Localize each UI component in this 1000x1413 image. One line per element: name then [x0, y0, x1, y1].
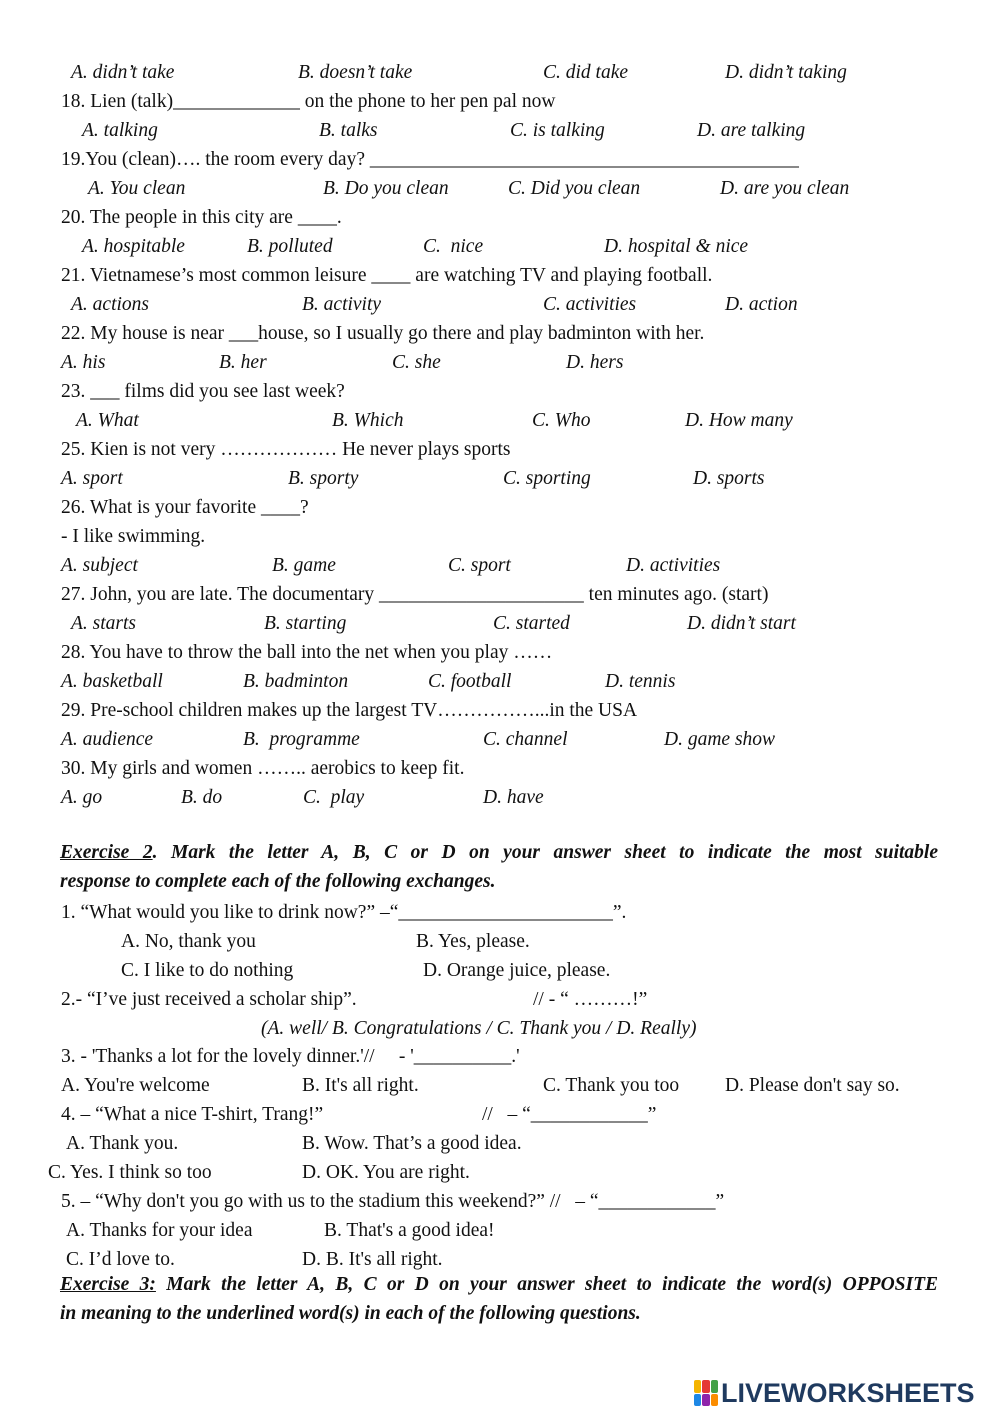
answer-option: C. she [392, 352, 441, 373]
answer-option: D. didn’t taking [725, 62, 847, 83]
answer-option: D. Orange juice, please. [423, 960, 611, 981]
question-text: 29. Pre-school children makes up the largest TV……………...in the USA [61, 700, 638, 721]
answer-option: B. sporty [288, 468, 359, 489]
liveworksheets-logo-icon [694, 1380, 718, 1406]
answer-option: B. doesn’t take [298, 62, 413, 83]
answer-option: D. tennis [605, 671, 676, 692]
question-text: 28. You have to throw the ball into the net when you play …… [61, 642, 553, 663]
answer-option: B. game [272, 555, 336, 576]
answer-option: A. You clean [88, 178, 186, 199]
answer-option: A. starts [71, 613, 137, 634]
answer-option: C. play [303, 787, 365, 808]
question-text: 22. My house is near ___house, so I usually go there and play badminton with her. [61, 323, 705, 344]
answer-option: A. Thank you. [66, 1133, 179, 1154]
answer-option: A. actions [71, 294, 149, 315]
question-text: 23. ___ films did you see last week? [61, 381, 345, 402]
answer-option: A. his [61, 352, 106, 373]
answer-option: C. I like to do nothing [121, 960, 294, 981]
liveworksheets-logo [694, 1376, 975, 1410]
exercise-3-text-line1: Mark the letter A, B, C or D on your answer sheet to indicate the word(s) OPPOSITE [155, 1274, 938, 1295]
answer-option: C. nice [423, 236, 484, 257]
answer-option: C. Did you clean [508, 178, 641, 199]
answer-option: D. Please don't say so. [725, 1075, 900, 1096]
question-text: 19.You (clean)…. the room every day? ____________________________________________ [61, 149, 799, 170]
answer-option: B. talks [319, 120, 378, 141]
answer-option: A. You're welcome [61, 1075, 210, 1096]
answer-option: B. do [181, 787, 223, 808]
answer-option: B. her [219, 352, 267, 373]
question-text: 26. What is your favorite ____? [61, 497, 309, 518]
question-text: 20. The people in this city are ____. [61, 207, 342, 228]
question-text: - I like swimming. [61, 526, 206, 547]
question-text: 5. – “Why don't you go with us to the stadium this weekend?” // – “____________” [61, 1191, 725, 1212]
answer-option: D. B. It's all right. [302, 1249, 443, 1270]
answer-option: B. That's a good idea! [324, 1220, 495, 1241]
question-text: 25. Kien is not very ……………… He never plays sports [61, 439, 511, 460]
answer-option: D. game show [664, 729, 776, 750]
answer-option: A. audience [61, 729, 154, 750]
answer-option: D. didn’t start [687, 613, 796, 634]
exercise-2-label: Exercise 2 [60, 842, 153, 863]
answer-option: A. didn’t take [71, 62, 175, 83]
answer-option: A. go [61, 787, 103, 808]
answer-option: B. Wow. That’s a good idea. [302, 1133, 522, 1154]
answer-option: A. subject [61, 555, 138, 576]
answer-option: A. hospitable [82, 236, 185, 257]
answer-option: C. did take [543, 62, 629, 83]
answer-option: A. What [76, 410, 139, 431]
question-text: 1. “What would you like to drink now?” –“______________________”. [61, 902, 627, 923]
exercise-2-text-line2: response to complete each of the following exchanges. [60, 871, 496, 892]
exercise-2-instructions [60, 838, 938, 896]
answer-option: B. Do you clean [323, 178, 449, 199]
answer-option: D. sports [693, 468, 765, 489]
answer-option: D. action [725, 294, 798, 315]
question-text: // - “ ………!” [533, 989, 648, 1010]
answer-option: C. Thank you too [543, 1075, 680, 1096]
question-text: 21. Vietnamese’s most common leisure ____ are watching TV and playing football. [61, 265, 713, 286]
answer-option: B. activity [302, 294, 382, 315]
answer-option: C. activities [543, 294, 637, 315]
answer-option: A. talking [82, 120, 158, 141]
answer-option: B. programme [243, 729, 360, 750]
answer-option: B. polluted [247, 236, 333, 257]
answer-option: B. Which [332, 410, 404, 431]
answer-option: A. basketball [61, 671, 163, 692]
answer-option: D. are talking [697, 120, 806, 141]
answer-option: B. starting [264, 613, 347, 634]
answer-option: D. activities [626, 555, 721, 576]
exercise-2-text-line1: . Mark the letter A, B, C or D on your answer sheet to indicate the most suitable [152, 842, 938, 863]
answer-option: B. Yes, please. [416, 931, 530, 952]
answer-option: A. No, thank you [121, 931, 256, 952]
answer-option: B. badminton [243, 671, 349, 692]
answer-option: A. sport [61, 468, 123, 489]
answer-option: D. are you clean [720, 178, 850, 199]
question-text: 2.- “I’ve just received a scholar ship”. [61, 989, 357, 1010]
exercise-3-text-line2: in meaning to the underlined word(s) in each of the following questions. [60, 1303, 641, 1324]
answer-option: C. sporting [503, 468, 591, 489]
answer-option: D. OK. You are right. [302, 1162, 470, 1183]
question-text: 30. My girls and women …….. aerobics to keep fit. [61, 758, 465, 779]
answer-option: B. It's all right. [302, 1075, 419, 1096]
answer-option: D. How many [685, 410, 793, 431]
answer-option: C. I’d love to. [66, 1249, 175, 1270]
answer-option: C. channel [483, 729, 568, 750]
answer-option: C. is talking [510, 120, 605, 141]
answer-option: D. hers [566, 352, 624, 373]
logo-text: LIVEWORKSHEETS [721, 1377, 975, 1408]
answer-option: C. Who [532, 410, 591, 431]
answer-option: C. started [493, 613, 570, 634]
answer-option: C. Yes. I think so too [48, 1162, 212, 1183]
answer-option: C. sport [448, 555, 511, 576]
answer-option: C. football [428, 671, 512, 692]
answer-option: D. hospital & nice [604, 236, 749, 257]
exercise-3-instructions [60, 1270, 938, 1328]
answer-option: (A. well/ B. Congratulations / C. Thank you / D. Really) [261, 1018, 697, 1039]
exercise-3-label: Exercise 3: [60, 1274, 156, 1295]
question-text: 27. John, you are late. The documentary _____________________ ten minutes ago. (start) [61, 584, 769, 605]
question-text: 4. – “What a nice T-shirt, Trang!” [61, 1104, 324, 1125]
question-text: 3. - 'Thanks a lot for the lovely dinner.'// - '__________.' [61, 1046, 520, 1067]
answer-option: A. Thanks for your idea [66, 1220, 253, 1241]
question-text: // – “____________” [482, 1104, 657, 1125]
answer-option: D. have [483, 787, 544, 808]
question-text: 18. Lien (talk)_____________ on the phone to her pen pal now [61, 91, 556, 112]
